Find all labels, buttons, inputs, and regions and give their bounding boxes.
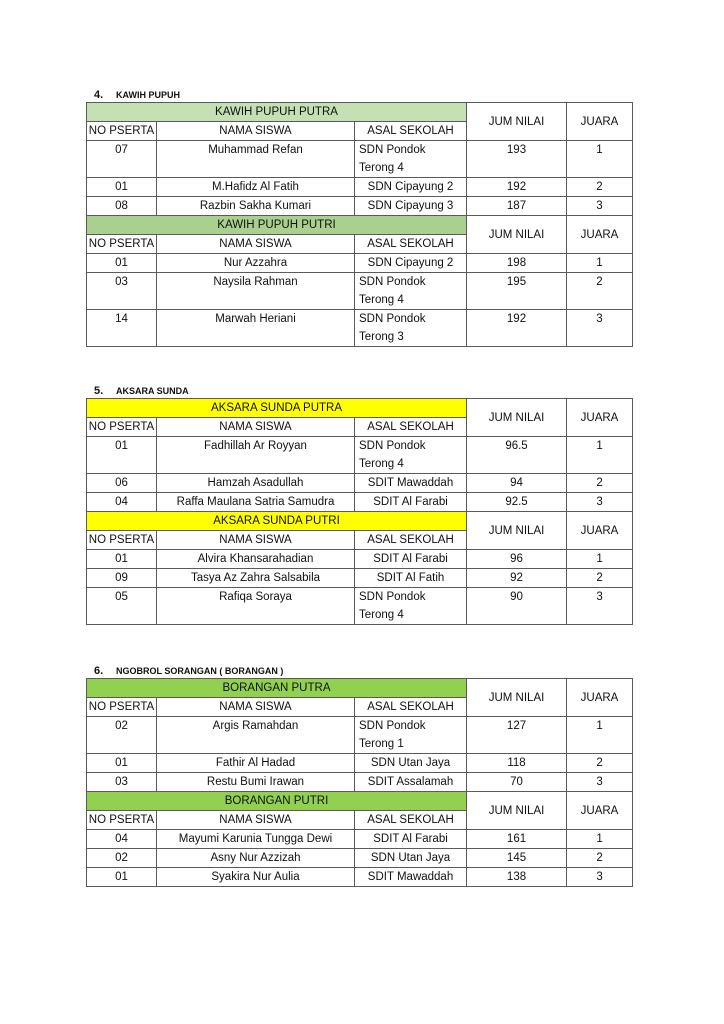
student-name: Asny Nur Azzizah (157, 849, 355, 868)
participant-number: 01 (87, 437, 157, 474)
participant-number: 02 (87, 849, 157, 868)
student-name: Syakira Nur Aulia (157, 868, 355, 887)
school-line-2: Terong 4 (359, 162, 404, 174)
school-cell (355, 197, 467, 216)
header-no: NO PSERTA (87, 531, 157, 550)
score: 92 (467, 569, 567, 588)
school-line-1: SDIT Mawaddah (367, 477, 454, 489)
header-no: NO PSERTA (87, 122, 157, 141)
score: 145 (467, 849, 567, 868)
school-line-1: SDN Cipayung 2 (367, 181, 454, 193)
school-line-1: SDIT Al Farabi (373, 496, 448, 508)
score: 70 (467, 773, 567, 792)
section-title (86, 664, 632, 678)
section-title-text: KAWIH PUPUH (116, 90, 181, 100)
group-band-label: KAWIH PUPUH PUTRI (87, 216, 467, 235)
school-line-1: SDIT Al Farabi (373, 833, 448, 845)
school-line-1: SDIT Mawaddah (367, 871, 454, 883)
student-name: Rafiqa Soraya (157, 588, 355, 625)
participant-number: 01 (87, 754, 157, 773)
student-name: Alvira Khansarahadian (157, 550, 355, 569)
header-rank: JUARA (567, 792, 633, 830)
rank: 2 (567, 754, 633, 773)
school-cell (355, 773, 467, 792)
table-row (87, 273, 633, 310)
header-name: NAMA SISWA (157, 418, 355, 437)
participant-number: 09 (87, 569, 157, 588)
school-cell (355, 141, 467, 178)
student-name: Fathir Al Hadad (157, 754, 355, 773)
rank: 1 (567, 141, 633, 178)
participant-number: 04 (87, 493, 157, 512)
header-school: ASAL SEKOLAH (355, 698, 467, 717)
school-line-1: SDN Pondok (359, 144, 426, 156)
score: 195 (467, 273, 567, 310)
table-row (87, 197, 633, 216)
score: 193 (467, 141, 567, 178)
student-name: Hamzah Asadullah (157, 474, 355, 493)
header-score: JUM NILAI (467, 216, 567, 254)
school-cell (355, 437, 467, 474)
school-line-2: Terong 1 (359, 738, 404, 750)
table-row (87, 178, 633, 197)
score: 198 (467, 254, 567, 273)
table-row (87, 474, 633, 493)
section-number: 4. (94, 89, 104, 101)
score: 161 (467, 830, 567, 849)
score: 96 (467, 550, 567, 569)
school-line-1: SDN Pondok (359, 720, 426, 732)
student-name: Argis Ramahdan (157, 717, 355, 754)
school-cell (355, 754, 467, 773)
group-band-row (87, 679, 633, 698)
student-name: Raffa Maulana Satria Samudra (157, 493, 355, 512)
section-borangan (86, 664, 632, 887)
section-number: 5. (94, 385, 104, 397)
score: 192 (467, 178, 567, 197)
school-cell (355, 588, 467, 625)
section-title-text: AKSARA SUNDA (116, 386, 189, 396)
participant-number: 03 (87, 773, 157, 792)
rank: 2 (567, 849, 633, 868)
header-school: ASAL SEKOLAH (355, 122, 467, 141)
rank: 2 (567, 474, 633, 493)
school-line-1: SDN Pondok (359, 313, 426, 325)
table-row (87, 569, 633, 588)
header-score: JUM NILAI (467, 399, 567, 437)
rank: 2 (567, 273, 633, 310)
score: 94 (467, 474, 567, 493)
score: 127 (467, 717, 567, 754)
header-no: NO PSERTA (87, 811, 157, 830)
header-rank: JUARA (567, 679, 633, 717)
table-row (87, 254, 633, 273)
student-name: Nur Azzahra (157, 254, 355, 273)
score: 92.5 (467, 493, 567, 512)
student-name: Restu Bumi Irawan (157, 773, 355, 792)
header-name: NAMA SISWA (157, 698, 355, 717)
results-table (86, 102, 633, 347)
header-no: NO PSERTA (87, 235, 157, 254)
section-aksara-sunda (86, 384, 632, 625)
participant-number: 01 (87, 868, 157, 887)
school-cell (355, 569, 467, 588)
school-line-2: Terong 4 (359, 609, 404, 621)
score: 96.5 (467, 437, 567, 474)
rank: 1 (567, 550, 633, 569)
rank: 1 (567, 717, 633, 754)
school-line-1: SDN Pondok (359, 440, 426, 452)
table-row (87, 141, 633, 178)
school-line-2: Terong 4 (359, 294, 404, 306)
rank: 1 (567, 437, 633, 474)
table-row (87, 773, 633, 792)
table-row (87, 717, 633, 754)
participant-number: 08 (87, 197, 157, 216)
table-row (87, 550, 633, 569)
school-line-1: SDIT Assalamah (367, 776, 454, 788)
student-name: Muhammad Refan (157, 141, 355, 178)
group-band-row (87, 399, 633, 418)
header-rank: JUARA (567, 103, 633, 141)
group-band-label: KAWIH PUPUH PUTRA (87, 103, 467, 122)
group-band-label: AKSARA SUNDA PUTRA (87, 399, 467, 418)
participant-number: 14 (87, 310, 157, 347)
group-band-row (87, 512, 633, 531)
score: 187 (467, 197, 567, 216)
rank: 3 (567, 588, 633, 625)
section-kawih-pupuh (86, 88, 632, 347)
school-line-1: SDN Pondok (359, 591, 426, 603)
participant-number: 05 (87, 588, 157, 625)
header-rank: JUARA (567, 512, 633, 550)
header-score: JUM NILAI (467, 679, 567, 717)
header-school: ASAL SEKOLAH (355, 531, 467, 550)
header-school: ASAL SEKOLAH (355, 235, 467, 254)
table-row (87, 830, 633, 849)
table-row (87, 437, 633, 474)
header-school: ASAL SEKOLAH (355, 811, 467, 830)
header-score: JUM NILAI (467, 512, 567, 550)
group-band-row (87, 216, 633, 235)
school-cell (355, 717, 467, 754)
student-name: Mayumi Karunia Tungga Dewi (157, 830, 355, 849)
table-row (87, 588, 633, 625)
school-line-1: SDIT Al Fatih (376, 572, 445, 584)
group-band-label: AKSARA SUNDA PUTRI (87, 512, 467, 531)
results-table (86, 678, 633, 887)
header-no: NO PSERTA (87, 698, 157, 717)
participant-number: 07 (87, 141, 157, 178)
school-line-1: SDIT Al Farabi (373, 553, 448, 565)
school-cell (355, 474, 467, 493)
table-row (87, 868, 633, 887)
school-cell (355, 868, 467, 887)
group-band-label: BORANGAN PUTRI (87, 792, 467, 811)
rank: 1 (567, 830, 633, 849)
section-title-text: NGOBROL SORANGAN ( BORANGAN ) (116, 666, 284, 676)
section-title (86, 384, 632, 398)
group-band-row (87, 103, 633, 122)
header-name: NAMA SISWA (157, 235, 355, 254)
rank: 2 (567, 178, 633, 197)
table-row (87, 849, 633, 868)
school-line-1: SDN Utan Jaya (370, 757, 451, 769)
school-cell (355, 849, 467, 868)
participant-number: 01 (87, 254, 157, 273)
header-name: NAMA SISWA (157, 531, 355, 550)
school-cell (355, 310, 467, 347)
participant-number: 01 (87, 550, 157, 569)
table-row (87, 754, 633, 773)
rank: 2 (567, 569, 633, 588)
student-name: Naysila Rahman (157, 273, 355, 310)
header-score: JUM NILAI (467, 792, 567, 830)
header-rank: JUARA (567, 399, 633, 437)
table-row (87, 310, 633, 347)
header-name: NAMA SISWA (157, 122, 355, 141)
results-table (86, 398, 633, 625)
group-band-label: BORANGAN PUTRA (87, 679, 467, 698)
participant-number: 01 (87, 178, 157, 197)
section-number: 6. (94, 665, 104, 677)
rank: 3 (567, 310, 633, 347)
participant-number: 04 (87, 830, 157, 849)
school-line-1: SDN Cipayung 3 (367, 200, 454, 212)
school-line-2: Terong 3 (359, 331, 404, 343)
rank: 3 (567, 868, 633, 887)
header-rank: JUARA (567, 216, 633, 254)
rank: 1 (567, 254, 633, 273)
section-title (86, 88, 632, 102)
group-band-row (87, 792, 633, 811)
school-line-2: Terong 4 (359, 458, 404, 470)
participant-number: 02 (87, 717, 157, 754)
student-name: Fadhillah Ar Royyan (157, 437, 355, 474)
school-cell (355, 550, 467, 569)
school-cell (355, 830, 467, 849)
school-cell (355, 254, 467, 273)
score: 90 (467, 588, 567, 625)
school-cell (355, 493, 467, 512)
school-cell (355, 273, 467, 310)
student-name: M.Hafidz Al Fatih (157, 178, 355, 197)
rank: 3 (567, 773, 633, 792)
participant-number: 03 (87, 273, 157, 310)
header-no: NO PSERTA (87, 418, 157, 437)
school-line-1: SDN Pondok (359, 276, 426, 288)
school-cell (355, 178, 467, 197)
rank: 3 (567, 493, 633, 512)
rank: 3 (567, 197, 633, 216)
header-name: NAMA SISWA (157, 811, 355, 830)
student-name: Tasya Az Zahra Salsabila (157, 569, 355, 588)
header-school: ASAL SEKOLAH (355, 418, 467, 437)
participant-number: 06 (87, 474, 157, 493)
score: 138 (467, 868, 567, 887)
student-name: Marwah Heriani (157, 310, 355, 347)
header-score: JUM NILAI (467, 103, 567, 141)
table-row (87, 493, 633, 512)
score: 192 (467, 310, 567, 347)
student-name: Razbin Sakha Kumari (157, 197, 355, 216)
school-line-1: SDN Utan Jaya (370, 852, 451, 864)
score: 118 (467, 754, 567, 773)
school-line-1: SDN Cipayung 2 (367, 257, 454, 269)
